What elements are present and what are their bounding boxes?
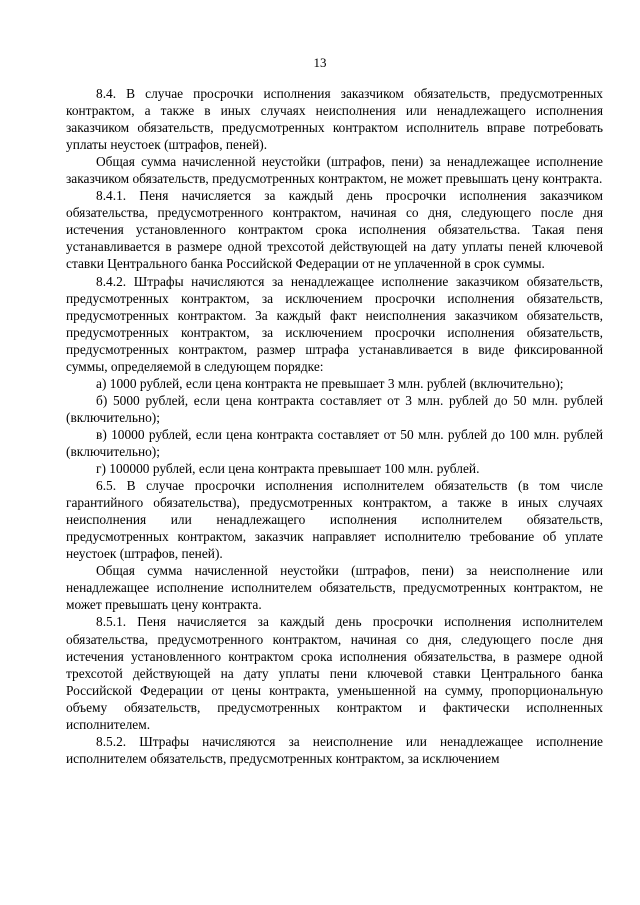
page-number: 13	[313, 55, 327, 70]
paragraph-8-5-2: 8.5.2. Штрафы начисляются за неисполнение или ненадлежащее исполнение исполнителем обязательств, предусмотренных контрактом, за исключением	[66, 733, 603, 766]
list-item-a: а) 1000 рублей, если цена контракта не превышает 3 млн. рублей (включительно);	[96, 375, 564, 391]
list-item-b: б) 5000 рублей, если цена контракта составляет от 3 млн. рублей до 50 млн. рублей (включительно);	[66, 392, 603, 425]
paragraph-customer-penalty-cap: Общая сумма начисленной неустойки (штрафов, пени) за ненадлежащее исполнение заказчиком обязательств, предусмотренных контрактом, не может превышать цену контракта.	[66, 154, 603, 187]
paragraph-8-4: 8.4. В случае просрочки исполнения заказчиком обязательств, предусмотренных контрактом, а также в иных случаях неисполнения или ненадлежащего исполнения заказчиком обязательств, предусмотренных контрактом исполнитель вправе потребовать уплаты неустоек (штрафов, пеней).	[66, 86, 603, 153]
paragraph-8-4-1: 8.4.1. Пеня начисляется за каждый день просрочки исполнения заказчиком обязательства, предусмотренного контрактом, начиная со дня, следующего после дня истечения установленного контрактом срока исполнения обязательства. Такая пеня устанавливается в размере одной трехсотой действующей на дату уплаты пеней ключевой ставки Центрального банка Российской Федерации от не уплаченной в срок суммы.	[66, 188, 603, 272]
list-item-g: г) 100000 рублей, если цена контракта превышает 100 млн. рублей.	[96, 461, 480, 477]
paragraph-6-5: 6.5. В случае просрочки исполнения исполнителем обязательств (в том числе гарантийного обязательства), предусмотренных контрактом, а также в иных случаях неисполнения или ненадлежащего исполнения исполнителем обязательств, предусмотренных контрактом, заказчик направляет исполнителю требование об уплате неустоек (штрафов, пеней).	[66, 478, 603, 562]
document-body	[66, 85, 603, 767]
paragraph-8-5-1: 8.5.1. Пеня начисляется за каждый день просрочки исполнения исполнителем обязательства, предусмотренного контрактом, начиная со дня, следующего после дня истечения установленного контрактом срока исполнения обязательства, в размере одной трехсотой действующей на дату уплаты пени ключевой ставки Центрального банка Российской Федерации от цены контракта, уменьшенной на сумму, пропорциональную объему обязательств, предусмотренных контрактом и фактически исполненных исполнителем.	[66, 614, 603, 732]
paragraph-contractor-penalty-cap: Общая сумма начисленной неустойки (штрафов, пени) за неисполнение или ненадлежащее исполнение исполнителем обязательств, предусмотренных контрактом, не может превышать цену контракта.	[66, 563, 603, 613]
paragraph-8-4-2: 8.4.2. Штрафы начисляются за ненадлежащее исполнение заказчиком обязательств, предусмотренных контрактом, за исключением просрочки исполнения обязательств, предусмотренных контрактом. За каждый факт неисполнения заказчиком обязательств, предусмотренных контрактом, за исключением просрочки исполнения обязательств, предусмотренных контрактом, размер штрафа устанавливается в виде фиксированной суммы, определяемой в следующем порядке:	[66, 273, 603, 374]
list-item-v: в) 10000 рублей, если цена контракта составляет от 50 млн. рублей до 100 млн. рублей (включительно);	[66, 426, 603, 459]
